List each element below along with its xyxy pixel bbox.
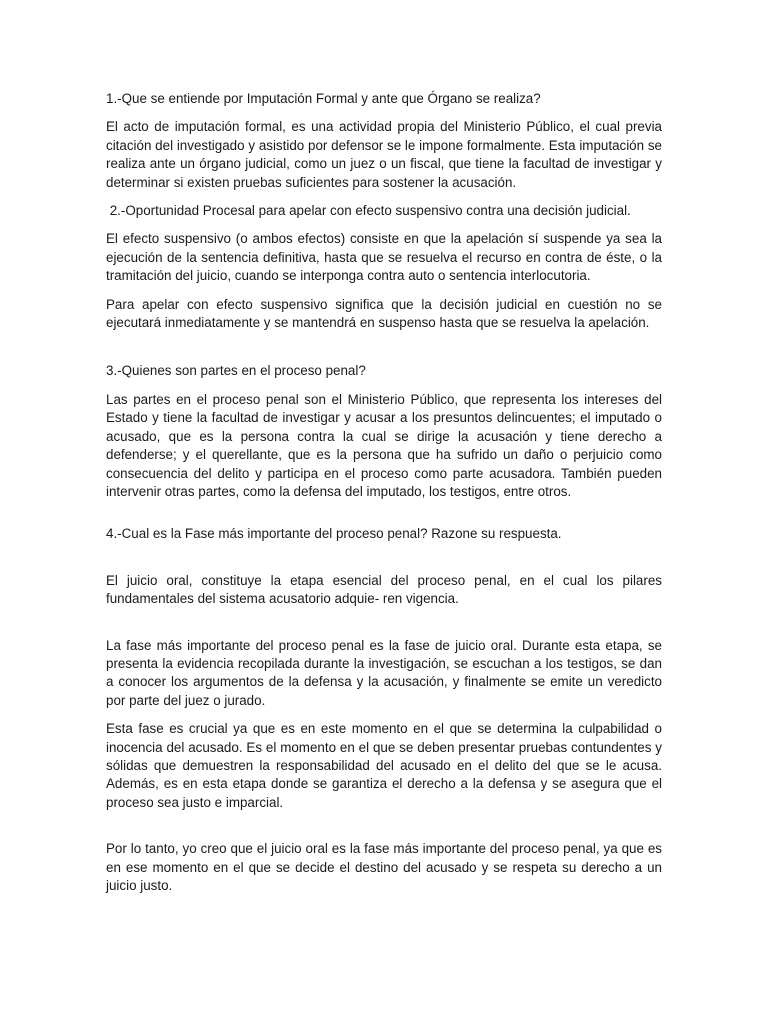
- document-page: [106, 90, 662, 905]
- answer-3-paragraph: Las partes en el proceso penal son el Ministerio Público, que representa los intereses del Estado y tiene la facultad de investigar y acusar a los presuntos delincuentes; el imputado o acusado, que es la persona contra la cual se dirige la acusación y tiene derecho a defenderse; y el querellante, que es la persona que ha sufrido un daño o perjuicio como consecuencia del delito y participa en el proceso como parte acusadora. También pueden intervenir otras partes, como la defensa del imputado, los testigos, entre otros.: [106, 391, 662, 499]
- answer-4-paragraph-1: El juicio oral, constituye la etapa esencial del proceso penal, en el cual los pilares fundamentales del sistema acusatorio adquie- ren vigencia.: [106, 572, 662, 607]
- answer-4-paragraph-3: Esta fase es crucial ya que es en este momento en el que se determina la culpabilidad o inocencia del acusado. Es el momento en el que se deben presentar pruebas contundentes y sólidas que demuestren la responsabilidad del acusado en el delito del que se le acusa. Además, es en esta etapa donde se garantiza el derecho a la defensa y se asegura que el proceso sea justo e imparcial.: [106, 721, 662, 810]
- answer-4-conclusion: Por lo tanto, yo creo que el juicio oral es la fase más importante del proceso penal, ya que es en ese momento en el que se decide el destino del acusado y se respeta su derecho a un juicio justo.: [106, 841, 662, 893]
- question-3: 3.-Quienes son partes en el proceso penal?: [106, 363, 366, 379]
- answer-4-paragraph-2: La fase más importante del proceso penal es la fase de juicio oral. Durante esta etapa, se presenta la evidencia recopilada durante la investigación, se escuchan a los testigos, se dan a conocer los argumentos de la defensa y la acusación, y finalmente se emite un veredicto por parte del juez o jurado.: [106, 637, 662, 708]
- question-4: 4.-Cual es la Fase más importante del proceso penal? Razone su respuesta.: [106, 526, 562, 542]
- answer-2-paragraph-1: El efecto suspensivo (o ambos efectos) consiste en que la apelación sí suspende ya sea la ejecución de la sentencia definitiva, hasta que se resuelva el recurso en contra de éste, o la tramitación del juicio, cuando se interponga contra auto o sentencia interlocutoria.: [106, 231, 662, 284]
- answer-1-paragraph: El acto de imputación formal, es una actividad propia del Ministerio Público, el cual previa citación del investigado y asistido por defensor se le impone formalmente. Esta imputación se realiza ante un órgano judicial, como un juez o un fiscal, que tiene la facultad de investigar y determinar si existen pruebas suficientes para sostener la acusación.: [106, 119, 662, 190]
- question-1: 1.-Que se entiende por Imputación Formal y ante que Órgano se realiza?: [106, 91, 541, 106]
- question-2: 2.-Oportunidad Procesal para apelar con efecto suspensivo contra una decisión judicial.: [106, 203, 631, 219]
- answer-2-paragraph-2: Para apelar con efecto suspensivo significa que la decisión judicial en cuestión no se ejecutará inmediatamente y se mantendrá en suspenso hasta que se resuelva la apelación.: [106, 296, 662, 331]
